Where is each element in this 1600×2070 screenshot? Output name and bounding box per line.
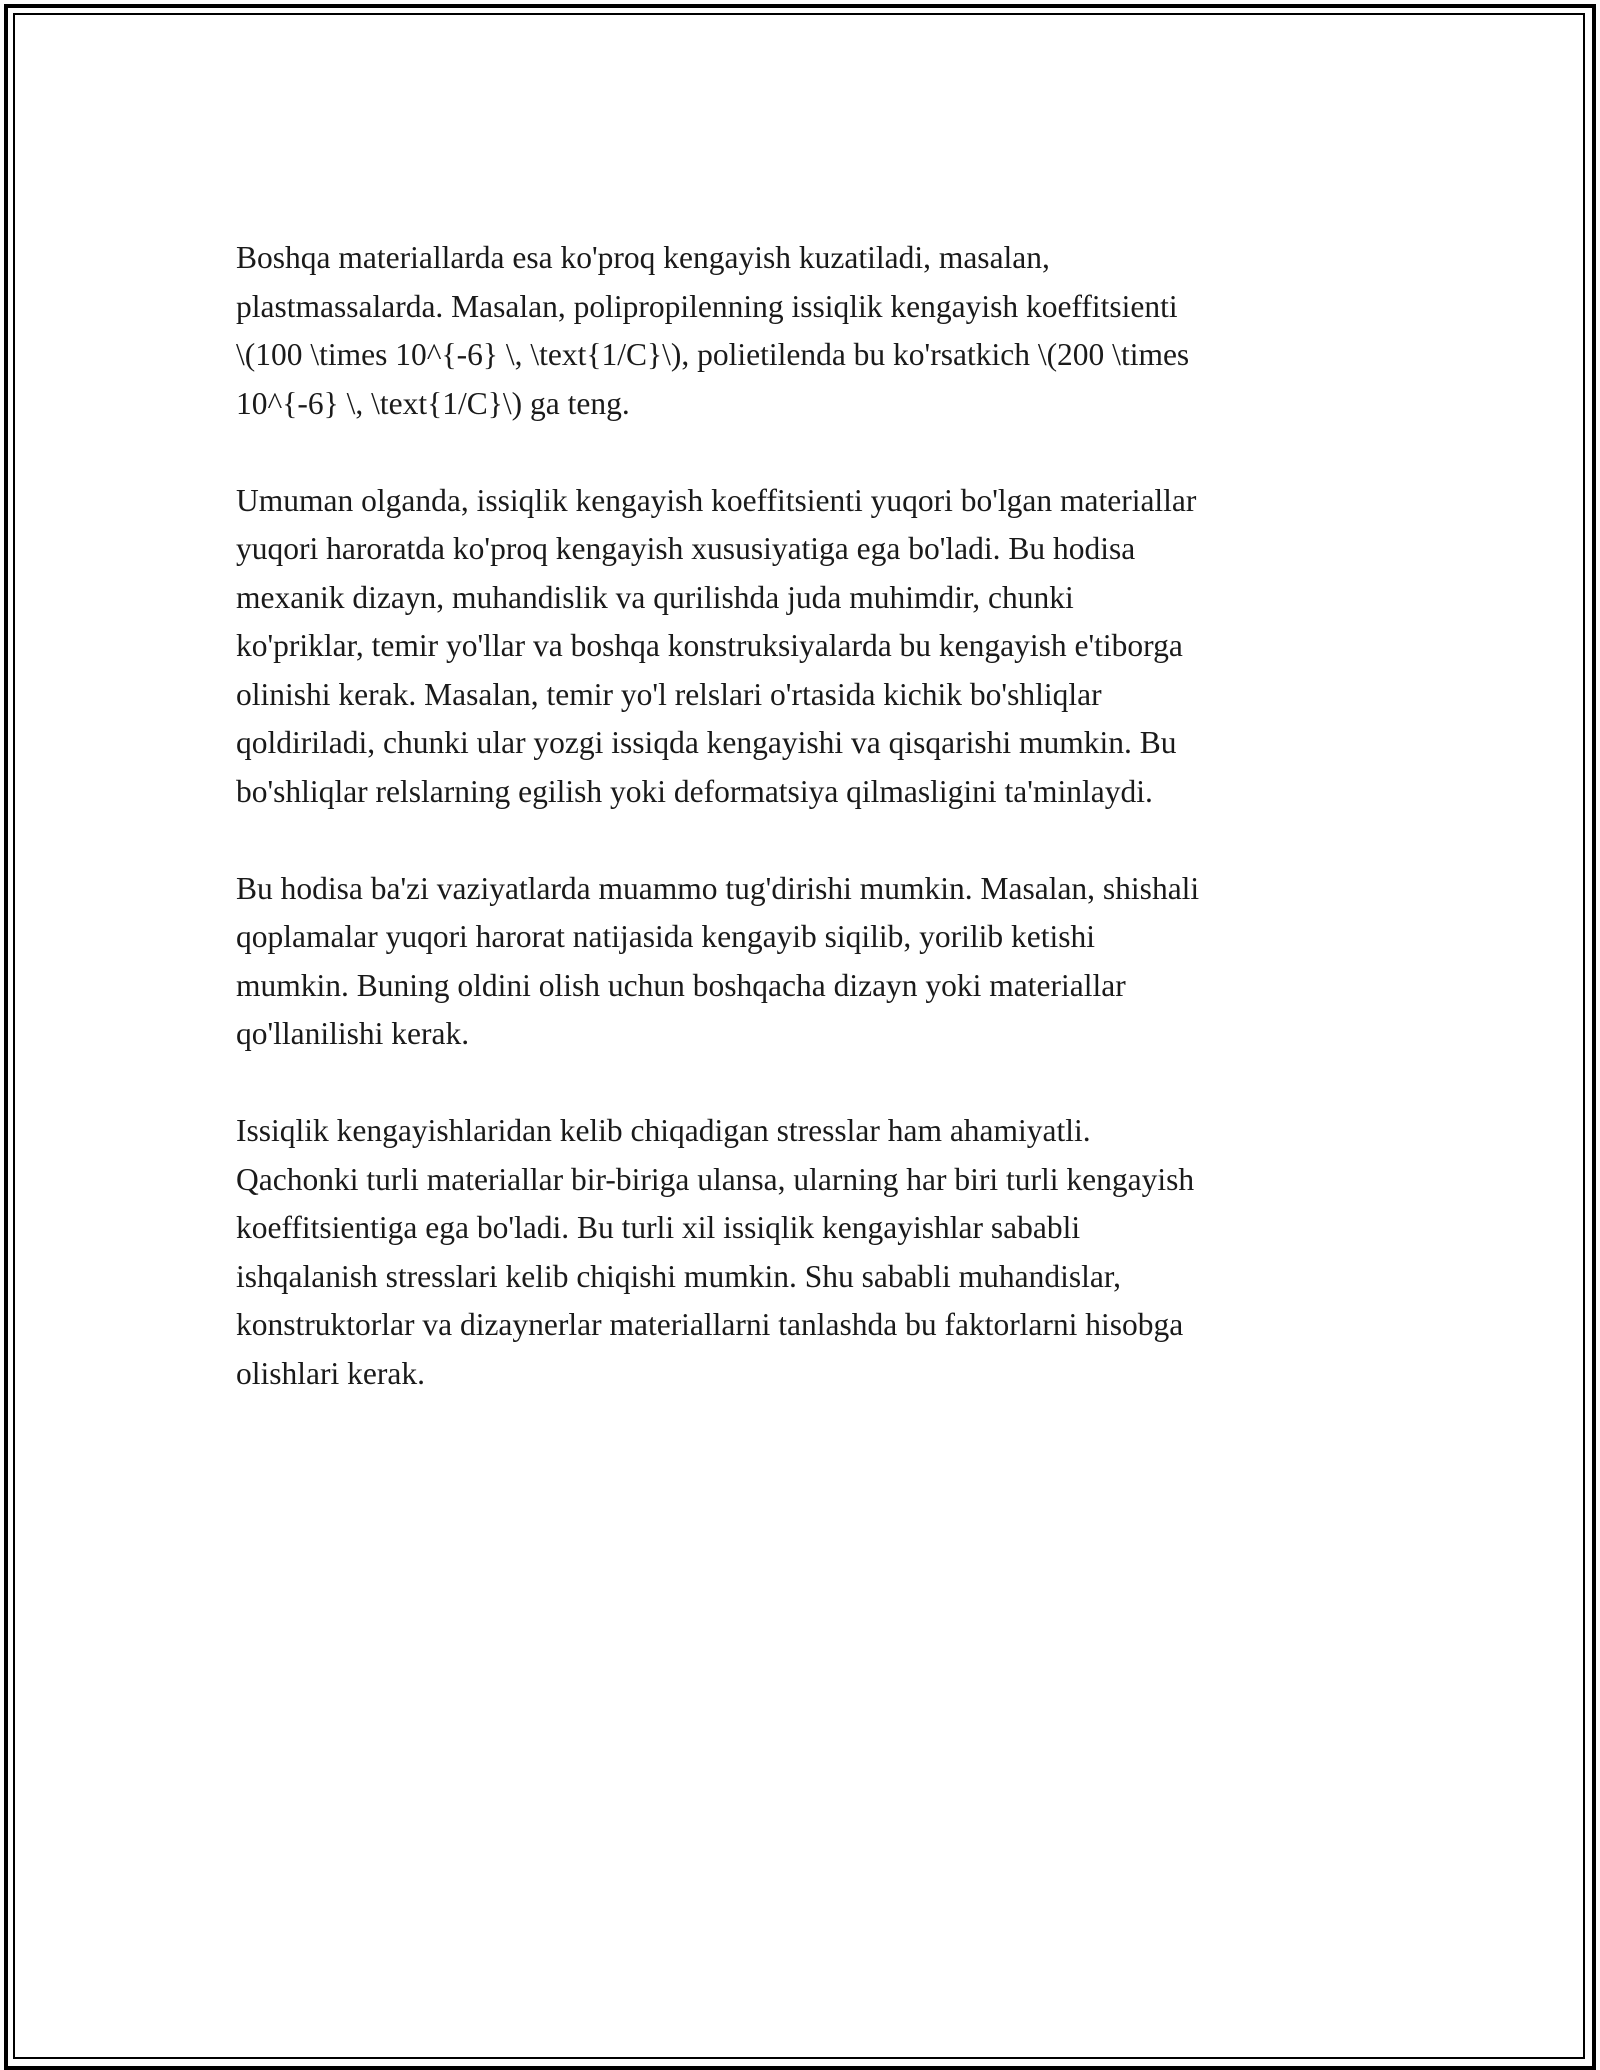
paragraph-line: \(100 \times 10^{-6} \, \text{1/C}\), polietilenda bu ko'rsatkich \(200 \times: [236, 337, 1190, 372]
paragraph-line: plastmassalarda. Masalan, polipropilenning issiqlik kengayish koeffitsienti: [236, 288, 1178, 324]
paragraph-line: konstruktorlar va dizaynerlar materiallarni tanlashda bu faktorlarni hisobga: [236, 1307, 1184, 1342]
paragraph-line: ko'priklar, temir yo'llar va boshqa konstruksiyalarda bu kengayish e'tiborga: [236, 628, 1183, 663]
paragraph-line: Issiqlik kengayishlaridan kelib chiqadigan stresslar ham ahamiyatli.: [236, 1113, 1091, 1148]
paragraph-4: [236, 1107, 1366, 1398]
paragraph-3: [236, 865, 1366, 1059]
paragraph-line: olinishi kerak. Masalan, temir yo'l relslari o'rtasida kichik bo'shliqlar: [236, 676, 1102, 712]
paragraph-line: qoplamalar yuqori harorat natijasida kengayib siqilib, yorilib ketishi: [236, 919, 1096, 954]
paragraph-line: Umuman olganda, issiqlik kengayish koeffitsienti yuqori bo'lgan materiallar: [236, 482, 1197, 518]
paragraph-line: yuqori haroratda ko'proq kengayish xususiyatiga ega bo'ladi. Bu hodisa: [236, 531, 1136, 566]
paragraph-line: mumkin. Buning oldini olish uchun boshqacha dizayn yoki materiallar: [236, 967, 1126, 1003]
paragraph-line: olishlari kerak.: [236, 1355, 425, 1391]
document-body: [236, 234, 1366, 1447]
paragraph-line: qoldiriladi, chunki ular yozgi issiqda kengayishi va qisqarishi mumkin. Bu: [236, 725, 1177, 760]
paragraph-line: 10^{-6} \, \text{1/C}\) ga teng.: [236, 385, 630, 421]
paragraph-1: [236, 234, 1366, 428]
paragraph-line: bo'shliqlar relslarning egilish yoki deformatsiya qilmasligini ta'minlaydi.: [236, 773, 1153, 809]
paragraph-line: ishqalanish stresslari kelib chiqishi mumkin. Shu sababli muhandislar,: [236, 1258, 1122, 1294]
paragraph-line: koeffitsientiga ega bo'ladi. Bu turli xil issiqlik kengayishlar sababli: [236, 1210, 1081, 1245]
paragraph-line: qo'llanilishi kerak.: [236, 1016, 470, 1051]
paragraph-2: [236, 477, 1366, 817]
paragraph-line: Qachonki turli materiallar bir-biriga ulansa, ularning har biri turli kengayish: [236, 1161, 1195, 1197]
paragraph-line: mexanik dizayn, muhandislik va qurilishda juda muhimdir, chunki: [236, 579, 1074, 615]
paragraph-line: Bu hodisa ba'zi vaziyatlarda muammo tug'dirishi mumkin. Masalan, shishali: [236, 870, 1200, 906]
paragraph-line: Boshqa materiallarda esa ko'proq kengayish kuzatiladi, masalan,: [236, 240, 1050, 275]
